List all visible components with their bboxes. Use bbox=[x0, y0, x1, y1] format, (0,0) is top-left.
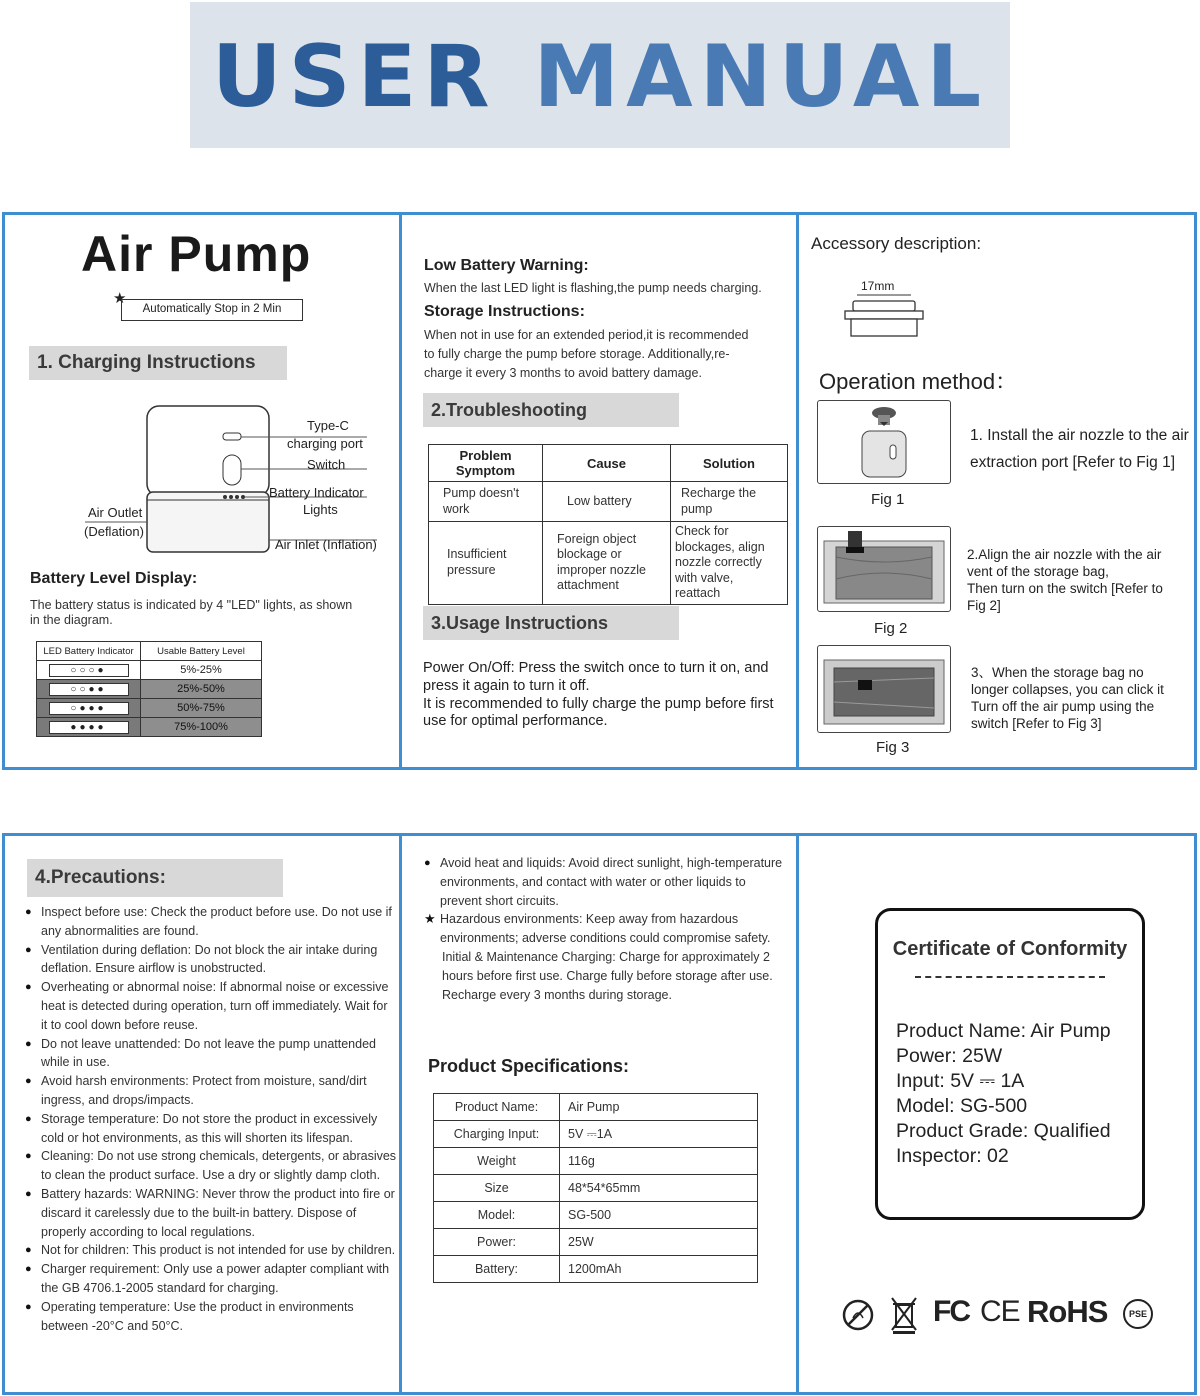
spec-key: Charging Input: bbox=[434, 1121, 560, 1148]
label-lights: Lights bbox=[303, 502, 338, 517]
battery-row-4-level: 75%-100% bbox=[141, 718, 262, 737]
fig2-image bbox=[817, 526, 951, 612]
product-title: Air Pump bbox=[81, 226, 312, 282]
panel-certificate bbox=[796, 833, 1197, 1395]
troubleshooting-table bbox=[428, 444, 788, 605]
battery-row-1-leds: ○○○● bbox=[37, 661, 141, 680]
cert-grade: Product Grade: Qualified bbox=[896, 1120, 1111, 1142]
cert-inspector: Inspector: 02 bbox=[896, 1145, 1009, 1167]
storage-bag-illustration bbox=[818, 527, 952, 613]
precaution-item: ● Overheating or abnormal noise: If abnormal noise or excessive heat is detected during operation, turn off immediately. Wait for it to cool down before reuse. bbox=[25, 978, 397, 1034]
battery-level-heading: Battery Level Display: bbox=[30, 570, 198, 587]
precaution-item: ● Do not leave unattended: Do not leave the pump unattended while in use. bbox=[25, 1035, 397, 1073]
weee-bin-icon bbox=[889, 1296, 919, 1334]
spec-key: Battery: bbox=[434, 1256, 560, 1283]
spec-key: Model: bbox=[434, 1202, 560, 1229]
spec-value: 48*54*65mm bbox=[560, 1175, 758, 1202]
step1-line-2: extraction port [Refer to Fig 1] bbox=[970, 454, 1176, 471]
spec-value: SG-500 bbox=[560, 1202, 758, 1229]
spec-value: 1200mAh bbox=[560, 1256, 758, 1283]
storage-line-3: charge it every 3 months to avoid battery damage. bbox=[424, 366, 702, 380]
precaution-item: ● Inspect before use: Check the product before use. Do not use if any abnormalities are found. bbox=[25, 903, 397, 941]
storage-line-1: When not in use for an extended period,it is recommended bbox=[424, 328, 749, 342]
spec-value: 25W bbox=[560, 1229, 758, 1256]
panel-charging bbox=[2, 212, 402, 770]
step1-line-1: 1. Install the air nozzle to the air bbox=[970, 427, 1189, 444]
step2-line-1: 2.Align the air nozzle with the air bbox=[967, 547, 1162, 562]
usage-line-2: press it again to turn it off. bbox=[423, 678, 590, 694]
trouble-header-solution: Solution bbox=[671, 445, 788, 482]
battery-text-2: in the diagram. bbox=[30, 613, 113, 627]
hazardous-item: ★ Hazardous environments: Keep away from hazardous environments; adverse conditions could compromise safety. bbox=[424, 910, 786, 948]
nozzle-size-label: 17mm bbox=[861, 279, 895, 293]
spec-heading: Product Specifications: bbox=[428, 1056, 630, 1076]
label-type-c: Type-C bbox=[307, 418, 349, 433]
precaution-item: ● Cleaning: Do not use strong chemicals, detergents, or abrasives to clean the product surface. Use a dry or slightly damp cloth. bbox=[25, 1147, 397, 1185]
fcc-mark: FC bbox=[933, 1295, 969, 1328]
collapsed-bag-illustration bbox=[818, 646, 952, 734]
battery-row-1-level: 5%-25% bbox=[141, 661, 262, 680]
storage-line-2: to fully charge the pump before storage. Additionally,re- bbox=[424, 347, 730, 361]
cert-input: Input: 5V ⎓ 1A bbox=[896, 1070, 1025, 1092]
battery-row-3-level: 50%-75% bbox=[141, 699, 262, 718]
trouble-row-2-cause: Foreign object blockage or improper nozzle attachment bbox=[543, 522, 671, 605]
battery-row-2-level: 25%-50% bbox=[141, 680, 262, 699]
label-charging-port: charging port bbox=[287, 436, 363, 451]
trouble-row-2-symptom: Insufficient pressure bbox=[429, 522, 543, 605]
pump-nozzle-illustration bbox=[818, 401, 952, 485]
pse-mark: PSE bbox=[1123, 1299, 1153, 1329]
trouble-row-1-solution: Recharge the pump bbox=[671, 482, 788, 522]
label-air-inlet: Air Inlet (Inflation) bbox=[275, 537, 377, 552]
storage-heading: Storage Instructions: bbox=[424, 303, 585, 320]
step3-line-3: Turn off the air pump using the bbox=[971, 699, 1155, 714]
precautions-list bbox=[25, 903, 397, 1335]
manual-title: USER MANUAL bbox=[211, 27, 989, 127]
fig3-image bbox=[817, 645, 951, 733]
panel-precautions bbox=[2, 833, 402, 1395]
precaution-item: ● Battery hazards: WARNING: Never throw the product into fire or discard it carelessly due to the built-in battery. Dispose of properly according to local regulations. bbox=[25, 1185, 397, 1241]
spec-table bbox=[433, 1093, 758, 1283]
cert-model: Model: SG-500 bbox=[896, 1095, 1028, 1117]
usage-line-4: use for optimal performance. bbox=[423, 713, 608, 729]
fig1-image bbox=[817, 400, 951, 484]
trouble-row-1-cause: Low battery bbox=[543, 482, 671, 522]
spec-key: Power: bbox=[434, 1229, 560, 1256]
avoid-heat-item: ● Avoid heat and liquids: Avoid direct sunlight, high-temperature environments, and contact with water or other liquids to prevent short circuits. bbox=[424, 854, 786, 910]
rohs-mark: RoHS bbox=[1027, 1294, 1108, 1329]
step3-line-4: switch [Refer to Fig 3] bbox=[971, 716, 1102, 731]
usage-heading: 3.Usage Instructions bbox=[423, 606, 679, 640]
spec-key: Weight bbox=[434, 1148, 560, 1175]
fig1-label: Fig 1 bbox=[871, 491, 905, 508]
spec-value: 5V ⎓1A bbox=[560, 1121, 758, 1148]
usage-line-3: It is recommended to fully charge the pump before first bbox=[423, 696, 774, 712]
cert-power: Power: 25W bbox=[896, 1045, 1003, 1067]
charging-instructions-heading: 1. Charging Instructions bbox=[29, 346, 287, 380]
certificate-title: Certificate of Conformity bbox=[892, 938, 1128, 960]
battery-text-1: The battery status is indicated by 4 "LED" lights, as shown bbox=[30, 598, 353, 612]
fig3-label: Fig 3 bbox=[876, 739, 910, 756]
trouble-row-2-solution: Check for blockages, align nozzle correctly with valve, reattach bbox=[671, 522, 788, 605]
precaution-item: ● Ventilation during deflation: Do not block the air intake during deflation. Ensure airflow is unobstructed. bbox=[25, 941, 397, 979]
low-battery-text: When the last LED light is flashing,the pump needs charging. bbox=[424, 281, 762, 295]
spec-key: Size bbox=[434, 1175, 560, 1202]
precaution-item: ● Storage temperature: Do not store the product in excessively cold or hot environments, as this will shorten its lifespan. bbox=[25, 1110, 397, 1148]
trouble-header-symptom: Problem Symptom bbox=[429, 445, 543, 482]
low-battery-heading: Low Battery Warning: bbox=[424, 257, 589, 274]
cert-product-name: Product Name: Air Pump bbox=[896, 1020, 1111, 1042]
panel-troubleshooting bbox=[399, 212, 799, 770]
safety-list bbox=[424, 854, 786, 948]
panel-specifications bbox=[399, 833, 799, 1395]
spec-key: Product Name: bbox=[434, 1094, 560, 1121]
troubleshooting-heading: 2.Troubleshooting bbox=[423, 393, 679, 427]
fig2-label: Fig 2 bbox=[874, 620, 908, 637]
panel-operation bbox=[796, 212, 1197, 770]
step3-line-2: longer collapses, you can click it bbox=[971, 682, 1164, 697]
usage-line-1: Power On/Off: Press the switch once to turn it on, and bbox=[423, 660, 769, 676]
precaution-item: ● Charger requirement: Only use a power adapter compliant with the GB 4706.1-2005 standard for charging. bbox=[25, 1260, 397, 1298]
spec-value: Air Pump bbox=[560, 1094, 758, 1121]
precaution-item: ● Avoid harsh environments: Protect from moisture, sand/dirt ingress, and drops/impacts. bbox=[25, 1072, 397, 1110]
step2-line-3: Then turn on the switch [Refer to bbox=[967, 581, 1163, 596]
nozzle-icon bbox=[841, 293, 925, 339]
operation-heading: Operation method： bbox=[819, 369, 1018, 394]
precautions-heading: 4.Precautions: bbox=[27, 859, 283, 897]
battery-row-2-leds: ○○●● bbox=[37, 680, 141, 699]
label-battery-indicator: Battery Indicator bbox=[269, 485, 364, 500]
no-chemical-icon bbox=[841, 1298, 875, 1332]
star-icon: ★ bbox=[113, 290, 127, 307]
battery-row-3-leds: ○●●● bbox=[37, 699, 141, 718]
auto-stop-note: Automatically Stop in 2 Min bbox=[121, 299, 303, 321]
battery-level-table bbox=[36, 641, 262, 737]
label-switch: Switch bbox=[307, 457, 346, 472]
certificate-divider bbox=[915, 976, 1105, 978]
label-air-outlet: Air Outlet bbox=[88, 505, 143, 520]
precaution-item: ● Not for children: This product is not intended for use by children. bbox=[25, 1241, 397, 1260]
ce-mark: CE bbox=[980, 1295, 1020, 1328]
trouble-row-1-symptom: Pump doesn't work bbox=[429, 482, 543, 522]
maintenance-text: Initial & Maintenance Charging: Charge for approximately 2 hours before first use. Charge fully before storage after use. Recharge every 3 months during storage. bbox=[442, 950, 773, 1002]
step2-line-4: Fig 2] bbox=[967, 598, 1001, 613]
spec-value: 116g bbox=[560, 1148, 758, 1175]
label-deflation: (Deflation) bbox=[84, 524, 144, 539]
battery-table-header-led: LED Battery Indicator bbox=[37, 642, 141, 661]
step3-line-1: 3、When the storage bag no bbox=[971, 665, 1144, 680]
step2-line-2: vent of the storage bag, bbox=[967, 564, 1109, 579]
battery-table-header-level: Usable Battery Level bbox=[141, 642, 262, 661]
accessory-heading: Accessory description: bbox=[811, 234, 982, 253]
precaution-item: ● Operating temperature: Use the product in environments between -20°C and 50°C. bbox=[25, 1298, 397, 1336]
battery-row-4-leds: ●●●● bbox=[37, 718, 141, 737]
trouble-header-cause: Cause bbox=[543, 445, 671, 482]
